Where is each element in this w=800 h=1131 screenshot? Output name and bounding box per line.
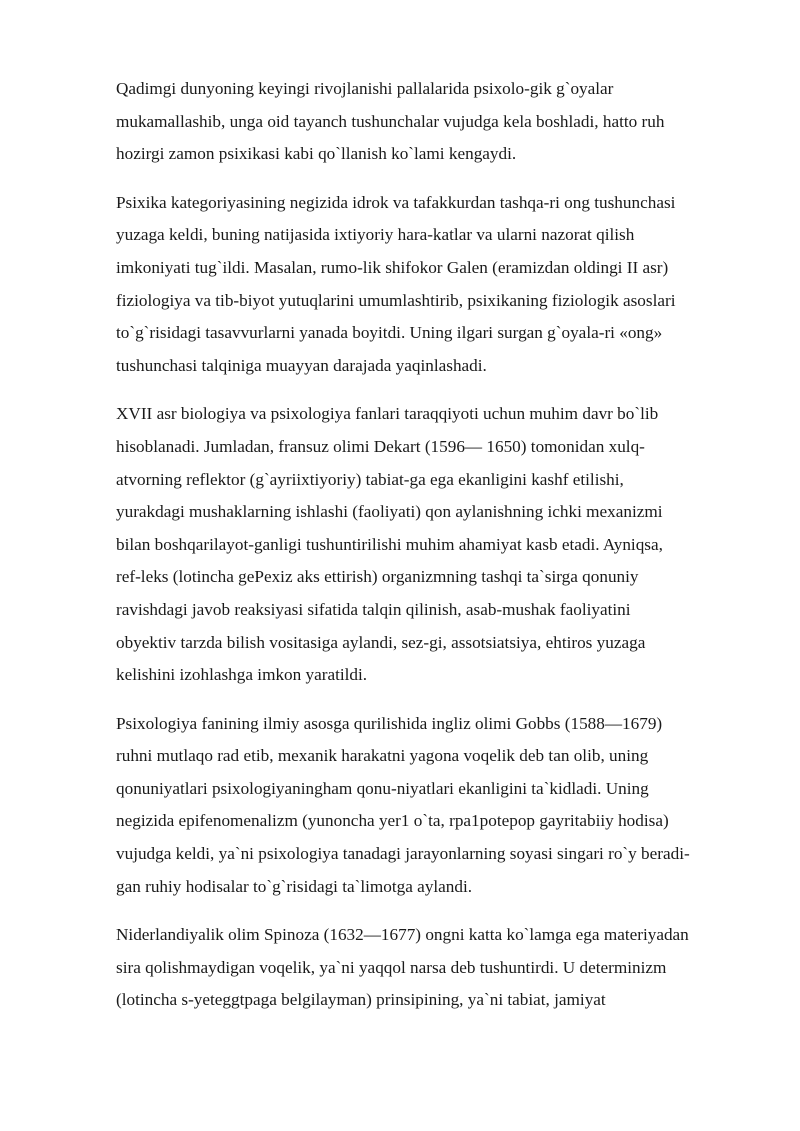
paragraph-3: XVII asr biologiya va psixologiya fanlari taraqqiyoti uchun muhim davr bo`lib hisoblanadi. Jumladan, fransuz olimi Dekart (1596— 1650) tomonidan xulq- atvorning reflektor (g`ayriixtiyoriy) tabiat-ga ega ekanligini kashf etilishi, yurakdagi mushaklarning ishlashi (faoliyati) qon aylanishning ichki mexanizmi bilan boshqarilayot-ganligi tushuntirilishi muhim ahamiyat kasb etadi. Ayniqsa, ref-leks (lotincha gePexiz aks ettirish) organizmning tashqi ta`sirga qonuniy ravishdagi javob reaksiyasi sifatida talqin qilinish, asab-mushak faoliyatini obyektiv tarzda bilish vositasiga aylandi, sez-gi, assotsiatsiya, ehtiros yuzaga kelishini izohlashga imkon yaratildi. [116,404,663,685]
paragraph-1: Qadimgi dunyoning keyingi rivojlanishi pallalarida psixolo-gik g`oyalar mukamallashib, unga oid tayanch tushunchalar vujudga kela boshladi, hatto ruh hozirgi zamon psixikasi kabi qo`llanish ko`lami kengaydi. [116,79,665,164]
paragraph-2: Psixika kategoriyasining negizida idrok va tafakkurdan tashqa-ri ong tushunchasi yuzaga keldi, buning natijasida ixtiyoriy hara-katlar va ularni nazorat qilish imkoniyati tug`ildi. Masalan, rumo-lik shifokor Galen (eramizdan oldingi II asr) fiziologiya va tib-biyot yutuqlarini umumlashtirib, psixikaning fiziologik asoslari to`g`risidagi tasavvurlarni yanada boyitdi. Uning ilgari surgan g`oyala-ri «ong» tushunchasi talqiniga muayyan darajada yaqinlashadi. [116,192,676,375]
document-page [116,73,746,1033]
paragraph-4: Psixologiya fanining ilmiy asosga qurilishida ingliz olimi Gobbs (1588—1679) ruhni mutlaqo rad etib, mexanik harakatni yagona voqelik deb tan olib, uning qonuniyatlari psixologiyaningham qonu-niyatlari ekanligini ta`kidladi. Uning negizida epifenomenalizm (yunoncha yer1 o`ta, rpa1potepop gayritabiiy hodisa) vujudga keldi, ya`ni psixologiya tanadagi jarayonlarning soyasi singari ro`y beradi- gan ruhiy hodisalar to`g`risidagi ta`limotga aylandi. [116,713,690,896]
paragraph-5: Niderlandiyalik olim Spinoza (1632—1677) ongni katta ko`lamga ega materiyadan sira qolishmaydigan voqelik, ya`ni yaqqol narsa deb tushuntirdi. U determinizm (lotincha s-yeteggtpaga belgilayman) prinsipining, ya`ni tabiat, jamiyat [116,925,689,1010]
